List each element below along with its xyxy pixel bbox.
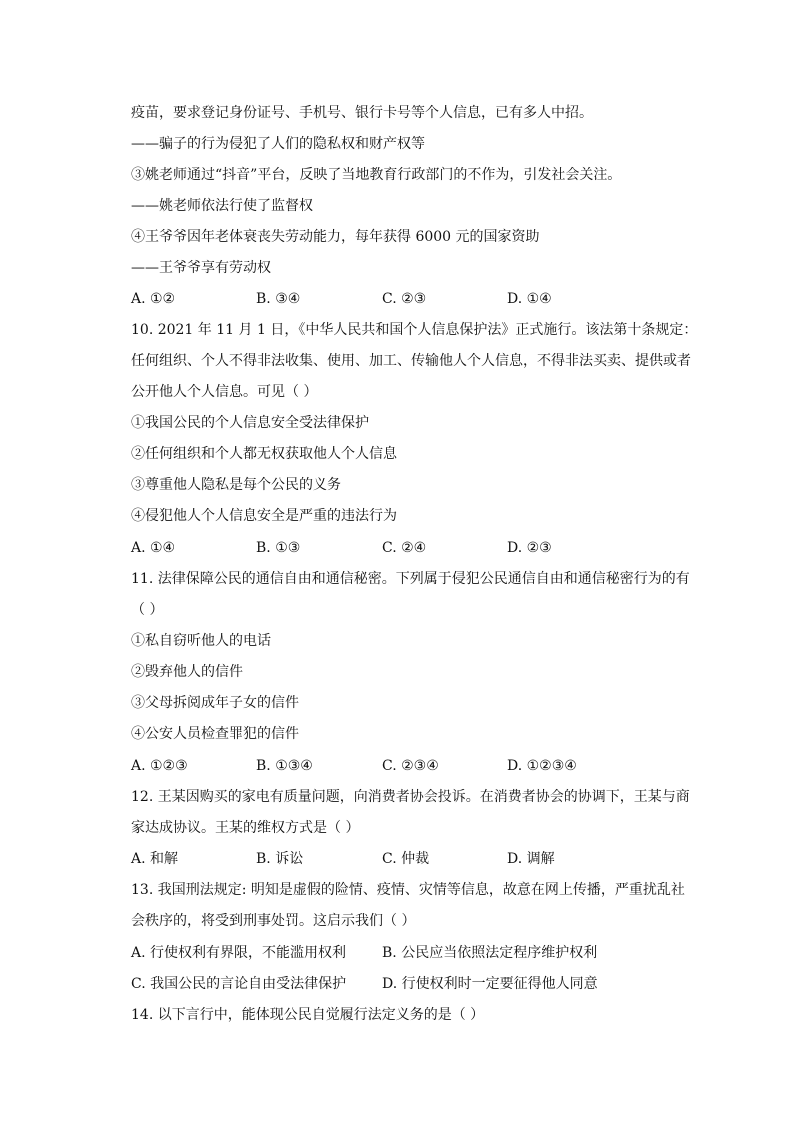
q13-option-c: C. 我国公民的言论自由受法律保护 (131, 976, 347, 992)
q10-option-c: C. ②④ (382, 540, 427, 556)
q10-option-d: D. ②③ (507, 540, 552, 556)
q10-stem-line-3: 公开他人个人信息。可见（ ） (131, 384, 318, 400)
q10-item-4: ④侵犯他人个人信息安全是严重的违法行为 (131, 508, 397, 524)
q11-item-1: ①私自窃听他人的电话 (131, 633, 271, 649)
q9-option-d: D. ①④ (507, 291, 552, 307)
q14-stem-line-1: 14. 以下言行中，能体现公民自觉履行法定义务的是（ ） (131, 1007, 485, 1023)
q13-stem-line-2: 会秩序的，将受到刑事处罚。这启示我们（ ） (131, 913, 416, 929)
q11-stem-line-2: （ ） (131, 602, 164, 618)
q13-option-b: B. 公民应当依照法定程序维护权利 (382, 945, 598, 961)
q11-option-b: B. ①③④ (256, 758, 313, 774)
q12-stem-line-1: 12. 王某因购买的家电有质量问题，向消费者协会投诉。在消费者协会的协调下，王某与商 (131, 789, 690, 805)
q10-item-2: ②任何组织和个人都无权获取他人个人信息 (131, 446, 397, 462)
q10-stem-line-1: 10. 2021 年 11 月 1 日，《中华人民共和国个人信息保护法》正式施行。该法第十条规定： (131, 322, 698, 338)
q10-option-b: B. ①③ (256, 540, 301, 556)
q9-option-a: A. ①② (131, 291, 176, 307)
q12-option-d: D. 调解 (507, 851, 555, 867)
q11-option-a: A. ①②③ (131, 758, 188, 774)
q11-item-4: ④公安人员检查罪犯的信件 (131, 726, 299, 742)
q13-stem-line-1: 13. 我国刑法规定: 明知是虚假的险情、疫情、灾情等信息，故意在网上传播，严重扰乱社 (131, 882, 685, 898)
q10-stem-line-2: 任何组织、个人不得非法收集、使用、加工、传输他人个人信息，不得非法买卖、提供或者 (131, 353, 691, 369)
q9-option-c: C. ②③ (382, 291, 427, 307)
q9-text-line-3: ③姚老师通过“抖音”平台，反映了当地教育行政部门的不作为，引发社会关注。 (131, 167, 622, 183)
q9-text-line-5: ④王爷爷因年老体衰丧失劳动能力，每年获得 6000 元的国家资助 (131, 229, 540, 245)
q10-item-1: ①我国公民的个人信息安全受法律保护 (131, 415, 369, 431)
q10-item-3: ③尊重他人隐私是每个公民的义务 (131, 477, 341, 493)
q11-option-d: D. ①②③④ (507, 758, 577, 774)
q12-option-b: B. 诉讼 (256, 851, 304, 867)
q10-option-a: A. ①④ (131, 540, 176, 556)
q12-option-c: C. 仲裁 (382, 851, 430, 867)
q12-option-a: A. 和解 (131, 851, 179, 867)
q9-text-line-6: ——王爷爷享有劳动权 (131, 260, 271, 276)
q11-stem-line-1: 11. 法律保障公民的通信自由和通信秘密。下列属于侵犯公民通信自由和通信秘密行为的有 (131, 571, 690, 587)
q13-option-d: D. 行使权利时一定要征得他人同意 (382, 976, 598, 992)
q13-option-a: A. 行使权利有界限，不能滥用权利 (131, 945, 347, 961)
q9-option-b: B. ③④ (256, 291, 301, 307)
q9-text-line-4: ——姚老师依法行使了监督权 (131, 198, 313, 214)
q11-item-3: ③父母拆阅成年子女的信件 (131, 695, 299, 711)
q11-option-c: C. ②③④ (382, 758, 439, 774)
q11-item-2: ②毁弃他人的信件 (131, 664, 243, 680)
q12-stem-line-2: 家达成协议。王某的维权方式是（ ） (131, 820, 360, 836)
q9-text-line-1: 疫苗，要求登记身份证号、手机号、银行卡号等个人信息，已有多人中招。 (131, 105, 593, 121)
q9-text-line-2: ——骗子的行为侵犯了人们的隐私权和财产权等 (131, 136, 425, 152)
